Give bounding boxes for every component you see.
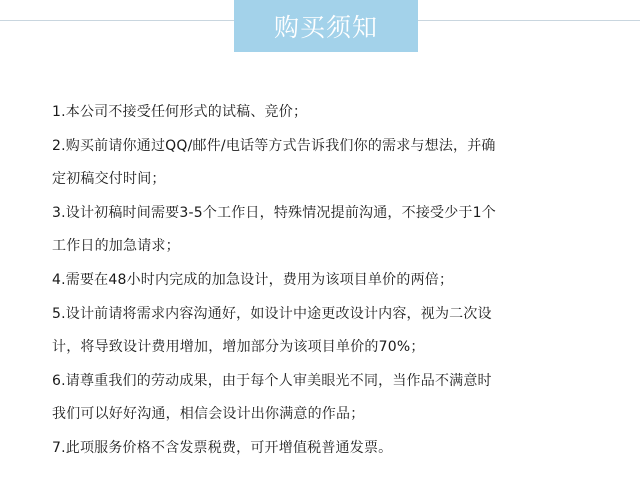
notice-line: 5.设计前请将需求内容沟通好，如设计中途更改设计内容，视为二次设	[52, 305, 492, 322]
notice-line: 7.此项服务价格不含发票税费，可开增值税普通发票。	[52, 439, 393, 456]
notice-line: 3.设计初稿时间需要3-5个工作日，特殊情况提前沟通，不接受少于1个	[52, 204, 496, 221]
notice-line: 我们可以好好沟通，相信会设计出你满意的作品；	[52, 406, 365, 423]
notice-line: 2.购买前请你通过QQ/邮件/电话等方式告诉我们你的需求与想法，并确	[52, 137, 496, 154]
notice-line: 计，将导致设计费用增加，增加部分为该项目单价的70%；	[52, 339, 425, 356]
notice-line: 4.需要在48小时内完成的加急设计，费用为该项目单价的两倍；	[52, 271, 454, 288]
notice-line: 6.请尊重我们的劳动成果，由于每个人审美眼光不同，当作品不满意时	[52, 372, 492, 389]
notice-line: 工作日的加急请求；	[52, 238, 180, 255]
notice-list	[52, 96, 612, 466]
page-title: 购买须知	[273, 13, 378, 42]
notice-line: 1.本公司不接受任何形式的试稿、竞价；	[52, 104, 308, 120]
header-divider-right	[418, 20, 640, 21]
notice-line: 定初稿交付时间；	[52, 171, 166, 188]
header-divider-left	[0, 20, 234, 21]
page-title-banner	[234, 0, 418, 52]
